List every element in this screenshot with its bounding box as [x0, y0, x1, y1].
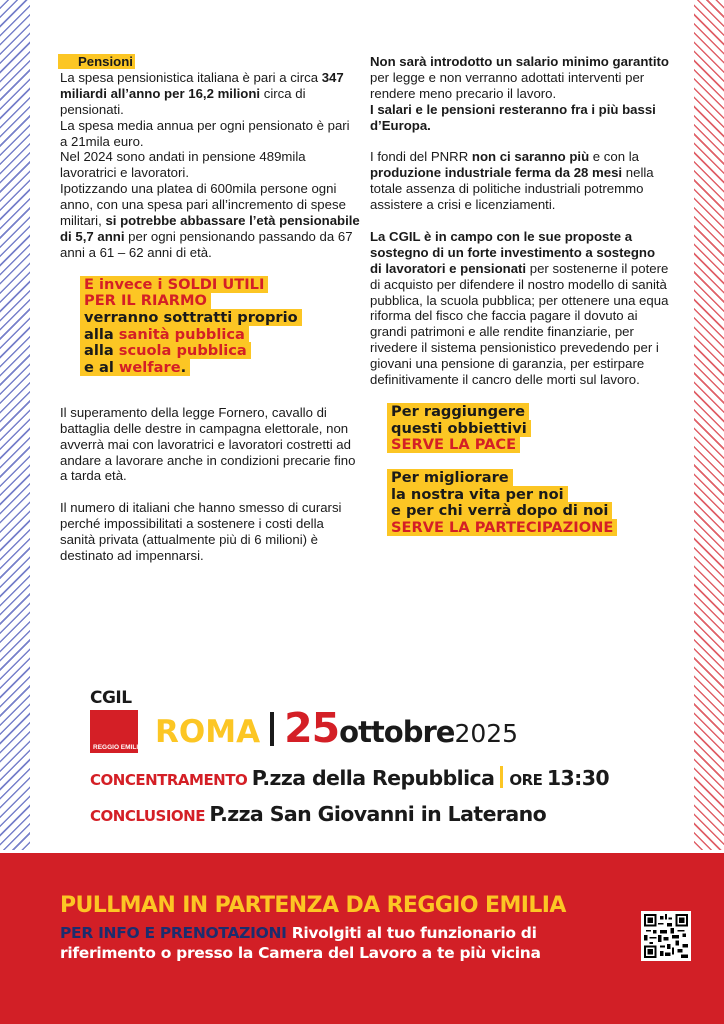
event-day: 25 — [284, 704, 340, 752]
paragraph-sanita: Il numero di italiani che hanno smesso di curarsi perché impossibilitati a sostenere i costi della sanità privata (attualmente più di 6 milioni) è destinato ad impennarsi. — [60, 500, 342, 563]
event-month: ottobre — [339, 715, 455, 749]
right-stripe-decoration — [694, 0, 724, 850]
footer-info: PER INFO E PRENOTAZIONI Rivolgiti al tuo funzionario di riferimento o presso la Camera del Lavoro a te più vicina — [60, 924, 541, 962]
gathering-row: CONCENTRAMENTO P.zza della Repubblica ORE 13:30 — [90, 766, 610, 790]
paragraph-cgil: La CGIL è in campo con le sue proposte a sostegno di un forte investimento a sostegno di lavoratori e pensionati per sostenerne il potere di acquisto per difendere il nostro modello di sanità pubblica, la scuola pubblica; per ottenere una equa riforma del fisco che faccia pagare il dovuto ai grandi patrimoni e alle rendite finanziarie, per rivedere il sistema pensionistico prevedendo per i giovani una pensione di garanzia, per estirpare definitivamente il cancro delle morti sul lavoro. — [370, 228, 669, 388]
conclusion-row: CONCLUSIONE P.zza San Giovanni in Laterano — [90, 802, 547, 826]
callout-partecipazione: Per migliorare la nostra vita per noi e per chi verrà dopo di noi SERVE LA PARTECIPAZIONE — [387, 470, 670, 537]
divider — [270, 712, 274, 746]
left-column — [60, 54, 360, 564]
event-date-row — [155, 704, 518, 754]
paragraph-fornero: Il superamento della legge Fornero, cavallo di battaglia delle destre in campagna elettorale, non avverrà mai con lavoratrici e lavoratori costretti ad andare a lavorare anche in condizioni precarie fino a tarda età. — [60, 404, 356, 484]
paragraph-salario: Non sarà introdotto un salario minimo garantito per legge e non verranno adottati interventi per rendere meno precario il lavoro. — [370, 54, 669, 101]
qr-code-icon[interactable] — [641, 911, 691, 961]
right-column — [370, 54, 670, 537]
cgil-logo: CGIL REGGIO EMILIA — [90, 688, 143, 751]
paragraph-salari: I salari e le pensioni resteranno fra i più bassi d’Europa. — [370, 101, 656, 133]
section-heading-pensioni: Pensioni — [58, 54, 135, 69]
paragraph-pnrr: I fondi del PNRR non ci saranno più e con la produzione industriale ferma da 28 mesi nella totale assenza di politiche industriali potremmo assistere a crisi e licenziamenti. — [370, 149, 654, 213]
cgil-logo-box: REGGIO EMILIA — [90, 710, 138, 753]
paragraph-2024: Nel 2024 sono andati in pensione 489mila lavoratrici e lavoratori. — [60, 149, 306, 181]
callout-pace: Per raggiungere questi obbiettivi SERVE LA PACE — [387, 404, 670, 454]
footer-title: PULLMAN IN PARTENZA DA REGGIO EMILIA — [60, 893, 566, 918]
paragraph-spesa: La spesa pensionistica italiana è pari a circa 347 miliardi all’anno per 16,2 milioni circa di pensionati. — [60, 69, 344, 117]
paragraph-spesa-media: La spesa media annua per ogni pensionato è pari a 21mila euro. — [60, 117, 350, 149]
paragraph-ipotesi: Ipotizzando una platea di 600mila persone ogni anno, con una spesa pari all’incremento di spese militari, si potrebbe abbassare l’età pensionabile di 5,7 anni per ogni pensionando passando da 67 anni a 61 – 62 anni di età. — [60, 181, 360, 260]
event-city: ROMA — [155, 714, 261, 750]
event-year: 2025 — [454, 719, 519, 748]
callout-riarmo: E invece i SOLDI UTILI PER IL RIARMO verranno sottratti proprio alla sanità pubblica alla scuola pubblica e al welfare. — [80, 277, 360, 377]
footer-banner — [0, 853, 724, 1024]
left-stripe-decoration — [0, 0, 30, 850]
